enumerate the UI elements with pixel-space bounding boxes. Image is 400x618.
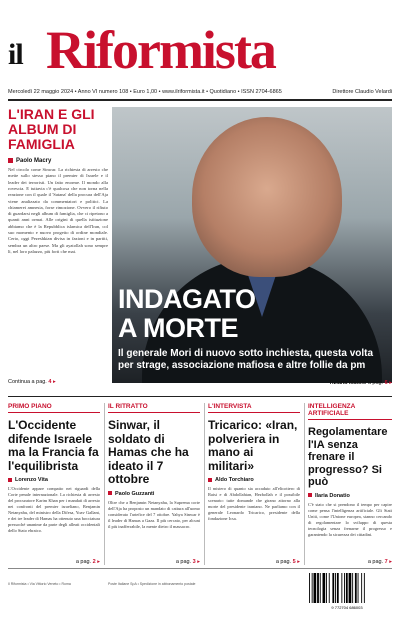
left-story-title[interactable]: L'IRAN E GLI ALBUM DI FAMIGLIA — [8, 106, 95, 152]
story-page-link[interactable] — [76, 559, 100, 565]
hero-headline[interactable] — [118, 285, 256, 343]
masthead-rule — [8, 99, 392, 101]
page-label: a pag. — [175, 559, 192, 565]
author-marker-icon — [308, 493, 312, 497]
story-title[interactable]: Regolamentare l'IA senza frenare il progresso? Si può — [308, 426, 388, 488]
story-page-link[interactable] — [176, 559, 200, 565]
story-author-name: Ilaria Donatio — [315, 492, 350, 499]
hero-credit-page: 6 — [384, 380, 388, 386]
director-line: Direttore Claudio Velardi — [332, 89, 392, 95]
column-divider — [304, 403, 305, 565]
story-author-name: Aldo Torchiaro — [215, 477, 254, 483]
masthead — [8, 18, 392, 80]
hero-headline-line2: A MORTE — [118, 313, 238, 343]
column-divider — [104, 403, 105, 565]
left-story-body: Nel circolo come Sinwar. La richiesta di arresto che mette sullo stesso piano il premier di Israele e il leader dei terroristi. Un fatto enorme. Il mondo alla rovescia. E tuttavia c'è qualcosa che non torna nella reazione con il quale il 'Satana' della procura dell'Aja viene analizzato da commentatori e politici. La chiamerei amnesia, forse rimozione. Ovvero il rifiuto di guardarsi negli album di famiglia, che ci ripetono a quanti anni ormai. Alle origini di quella istituzione abbiamo che è la Repubblica islamica dell'Iran, col suo momento e nuovo progetto di ordine mondiale. Certo, oggi Pezeshkian divisa in fazioni e in partiti, sembra un altro paese. Ma gli ayatollah sono sempre lì, nel loro palazzo, più forti che mai. — [8, 167, 108, 254]
left-story-author — [8, 158, 108, 164]
author-marker-icon — [208, 478, 212, 482]
story-title[interactable]: Sinwar, il soldato di Hamas che ha ideato il 7 ottobre — [108, 418, 189, 486]
hero-credit[interactable] — [112, 380, 392, 386]
story-author — [208, 477, 300, 483]
story-author — [8, 477, 100, 483]
story-title[interactable]: L'Occidente difende Israele ma la Francia fa l'equilibrista — [8, 418, 99, 473]
footer-left: Il Riformista • Via Vittorio Veneto • Roma — [8, 582, 71, 586]
bottom-story-1 — [8, 403, 100, 565]
hero-subhead: Il generale Mori di nuovo sotto inchiesta, questa volta per strage, associazione mafiosa e altre follie da pm — [118, 348, 374, 371]
arrow-icon: ▸ — [389, 380, 392, 386]
author-marker-icon — [8, 158, 13, 163]
bottom-story-2 — [108, 403, 200, 565]
page-label: a pag. — [75, 559, 92, 565]
section-rule — [8, 396, 392, 397]
author-marker-icon — [8, 478, 12, 482]
left-story — [8, 107, 108, 390]
masthead-il: il — [8, 38, 23, 71]
footer-center: Poste Italiane SpA • Spedizione in abbonamento postale — [108, 582, 196, 586]
bottom-story-3 — [208, 403, 300, 565]
section-label: INTELLIGENZA ARTIFICIALE — [308, 403, 392, 420]
story-page-link[interactable] — [368, 559, 392, 565]
arrow-icon: ▸ — [297, 559, 300, 565]
arrow-icon: ▸ — [197, 559, 200, 565]
continue-label: Continua a pag. — [8, 379, 47, 385]
page-number: 2 — [92, 559, 96, 565]
bottom-story-4 — [308, 403, 392, 565]
arrow-icon: ▸ — [389, 559, 392, 565]
story-author — [108, 491, 200, 497]
photo-head-shape — [192, 117, 342, 277]
footer-rule — [8, 568, 392, 569]
page-label: a pag. — [275, 559, 292, 565]
masthead-title: Riformista — [46, 20, 275, 80]
story-title[interactable]: Tricarico: «Iran, polveriera in mano ai militari» — [208, 418, 298, 473]
story-body: Il mistero di quanto sia accaduto all'elicottero di Raisi e di Abdollahian, Hezbollah e il possibile scenario: tutte domande che girano attorno alla morte del presidente iraniano. Ne parliamo con il generale Leonardo Tricarico, presidente della fondazione Icsa. — [208, 486, 300, 521]
continue-page: 4 — [48, 379, 52, 385]
story-page-link[interactable] — [276, 559, 300, 565]
arrow-icon: ▸ — [97, 559, 100, 565]
page-number: 5 — [292, 559, 296, 565]
hero-credit-author: Tiziana Maiolo — [328, 380, 367, 386]
page-label: a pag. — [367, 559, 384, 565]
section-label: IL RITRATTO — [108, 403, 200, 413]
left-story-continue[interactable] — [8, 379, 56, 385]
story-author-name: Lorenzo Vita — [15, 477, 48, 483]
story-author-name: Paolo Guzzanti — [115, 490, 155, 497]
story-body: C'è stato che si prendono il tempo per capire come pensa l'intelligenza artificiale. Gli Stati Uniti, come l'Unione europea, stanno cercando di regolamentare lo sviluppo di questa tecnologia senza frenarne il progresso e garantendo la sicurezza dei cittadini. — [308, 501, 392, 537]
dateline-info: Mercoledì 22 maggio 2024 • Anno VI numero 108 • Euro 1,00 • www.ilriformista.it • Quotidiano • ISSN 2704-6865 — [8, 89, 282, 95]
dateline — [8, 89, 392, 95]
column-divider — [204, 403, 205, 565]
barcode-number: 9 772704 686003 — [331, 605, 363, 610]
section-label: L'INTERVISTA — [208, 403, 300, 413]
hero-headline-line1: INDAGATO — [118, 284, 256, 314]
author-marker-icon — [108, 491, 112, 495]
story-author — [308, 493, 392, 499]
hero-credit-label: a pag. — [367, 380, 384, 386]
left-story-author-name: Paolo Macry — [16, 158, 52, 165]
page-number: 3 — [192, 559, 196, 565]
section-label: PRIMO PIANO — [8, 403, 100, 413]
arrow-icon: ▸ — [52, 379, 56, 385]
story-body: Oltre che a Benjamin Netanyahu, la Suprema corte dell'Aja ha proposto un mandato di cattura all'uomo considerato l'artefice del 7 ottobre. Yahya Sinwar è il leader di Hamas a Gaza. Il più cercato, per alcuni il più inafferrabile, la mente dietro il massacro. — [108, 499, 200, 529]
barcode — [305, 572, 389, 610]
story-body: L'Occidente appare compatto nei riguardi della Corte penale internazionale. La richiesta di arresto del procuratore Karim Khan per i mandati di arresto nei confronti del premier israeliano, Benjamin Netanyahu, del ministro della Difesa, Yoav Gallant, e dei tre leader di Hamas ha ottenuto una bocciatura pressoché unanime da parte degli alleati occidentali dello Stato ebraico. — [8, 486, 100, 533]
page-number: 7 — [384, 559, 388, 565]
